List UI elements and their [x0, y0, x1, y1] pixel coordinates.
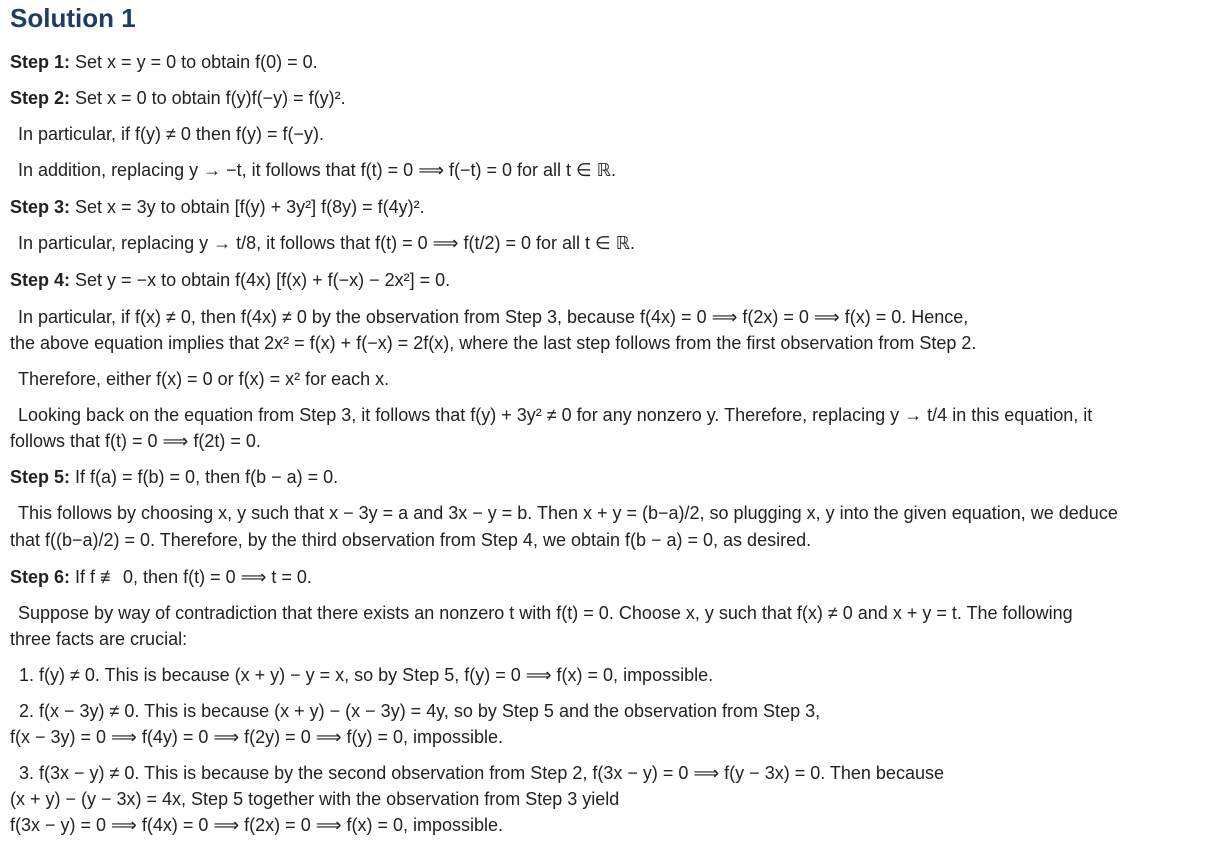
text-line: In addition, replacing y → −t, it follows that f(t) = 0 ⟹ f(−t) = 0 for all t ∈ ℝ. [18, 160, 616, 180]
step-label: Step 2: [10, 88, 71, 108]
text-line: This follows by choosing x, y such that x − 3y = a and 3x − y = b. Then x + y = (b−a)/2, so plugging x, y into the given equation, we deduce [18, 503, 1118, 523]
step-4-line [10, 268, 450, 292]
text-line: f(3x − y) = 0 ⟹ f(4x) = 0 ⟹ f(2x) = 0 ⟹ f(x) = 0, impossible. [10, 815, 504, 835]
step-label: Step 6: [10, 567, 71, 587]
line-text: Set y = −x to obtain f(4x) [f(x) + f(−x) − 2x²] = 0. [75, 270, 451, 290]
text-line: the above equation implies that 2x² = f(x) + f(−x) = 2f(x), where the last step follows from the first observation from Step 2. [10, 333, 977, 353]
list-item: 2. f(x − 3y) ≠ 0. This is because (x + y) − (x − 3y) = 4y, so by Step 5 and the observation from Step 3, [19, 701, 821, 721]
text-line: In particular, replacing y → t/8, it follows that f(t) = 0 ⟹ f(t/2) = 0 for all t ∈ ℝ. [18, 233, 635, 253]
step-5-line [10, 465, 338, 489]
line-text: Set x = 0 to obtain f(y)f(−y) = f(y)². [75, 88, 346, 108]
text-line: Looking back on the equation from Step 3, it follows that f(y) + 3y² ≠ 0 for any nonzero y. Therefore, replacing y → t/4 in this equation, it [18, 405, 1093, 425]
line-text: If f(a) = f(b) = 0, then f(b − a) = 0. [75, 467, 339, 487]
text-line: three facts are crucial: [10, 629, 188, 649]
text-line: Suppose by way of contradiction that there exists an nonzero t with f(t) = 0. Choose x, y such that f(x) ≠ 0 and x + y = t. The following [18, 603, 1073, 623]
list-item: 1. f(y) ≠ 0. This is because (x + y) − y = x, so by Step 5, f(y) = 0 ⟹ f(x) = 0, impossible. [19, 665, 714, 685]
list-item: 3. f(3x − y) ≠ 0. This is because by the second observation from Step 2, f(3x − y) = 0 ⟹ f(y − 3x) = 0. Then because [19, 763, 944, 783]
step-6-line [10, 565, 312, 589]
text-line: f(x − 3y) = 0 ⟹ f(4y) = 0 ⟹ f(2y) = 0 ⟹ f(y) = 0, impossible. [10, 727, 504, 747]
step-1-line [10, 50, 318, 74]
step-2-line [10, 86, 346, 110]
step-3-line [10, 195, 425, 219]
step-label: Step 3: [10, 197, 71, 217]
text-line: (x + y) − (y − 3x) = 4x, Step 5 together with the observation from Step 3 yield [10, 789, 620, 809]
step-label: Step 4: [10, 270, 71, 290]
line-text: Set x = y = 0 to obtain f(0) = 0. [75, 52, 318, 72]
step-label: Step 5: [10, 467, 71, 487]
text-line: that f((b−a)/2) = 0. Therefore, by the third observation from Step 4, we obtain f(b − a) = 0, as desired. [10, 530, 812, 550]
page-title: Solution 1 [10, 3, 136, 33]
text-line: follows that f(t) = 0 ⟹ f(2t) = 0. [10, 431, 261, 451]
text-line: In particular, if f(x) ≠ 0, then f(4x) ≠ 0 by the observation from Step 3, because f(4x) = 0 ⟹ f(2x) = 0 ⟹ f(x) = 0. Hence, [18, 307, 969, 327]
step-label: Step 1: [10, 52, 71, 72]
text-line: In particular, if f(y) ≠ 0 then f(y) = f(−y). [18, 124, 324, 144]
line-text: Set x = 3y to obtain [f(y) + 3y²] f(8y) = f(4y)². [75, 197, 425, 217]
line-text: If f ≢ 0, then f(t) = 0 ⟹ t = 0. [75, 567, 312, 587]
text-line: Therefore, either f(x) = 0 or f(x) = x² for each x. [18, 369, 390, 389]
